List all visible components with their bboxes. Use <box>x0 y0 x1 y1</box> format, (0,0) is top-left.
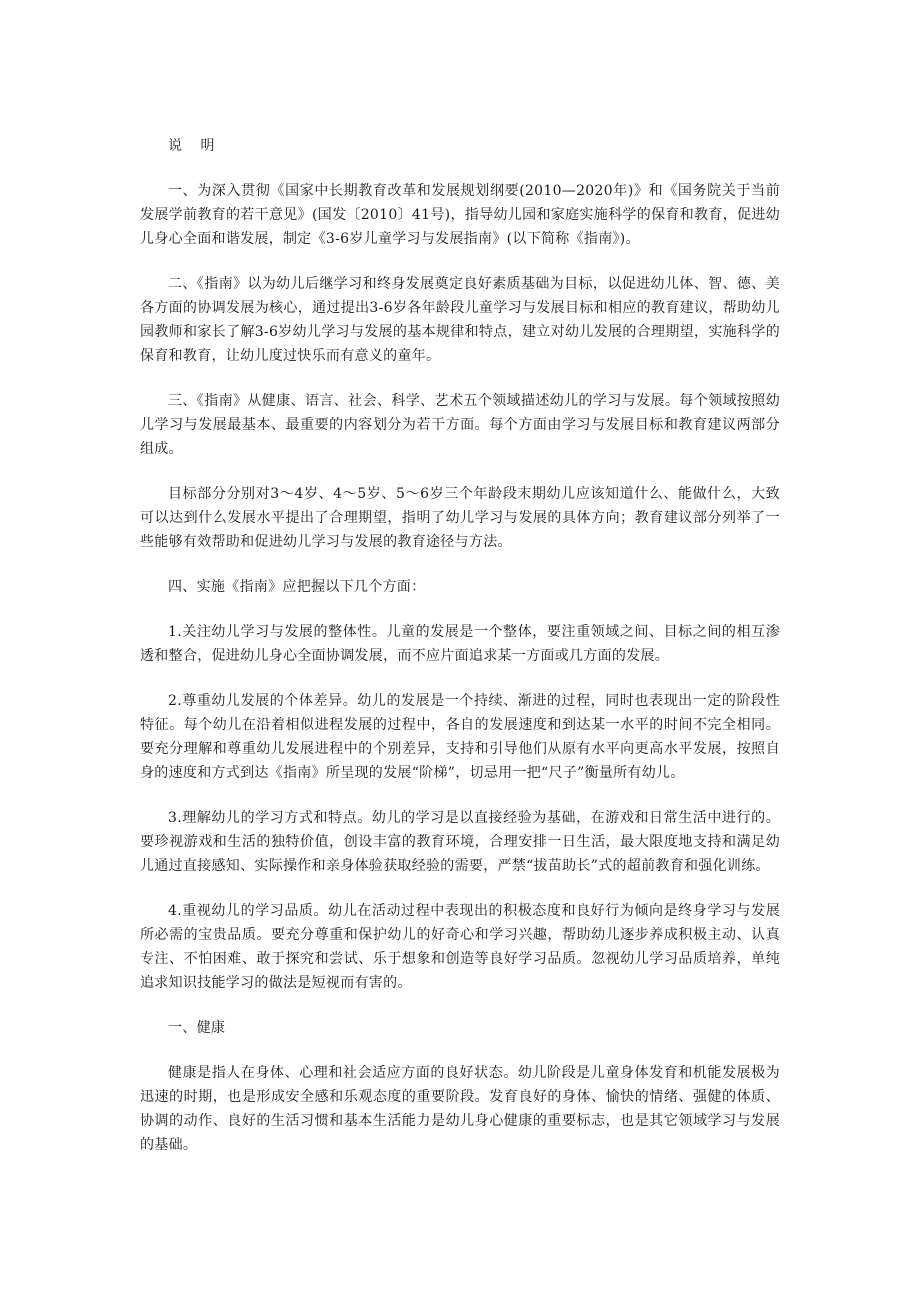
spacer <box>140 554 780 575</box>
paragraph-6: 1.关注幼儿学习与发展的整体性。儿童的发展是一个整体，要注重领域之间、目标之间的相互渗透和整合，促进幼儿身心全面协调发展，而不应片面追求某一方面或几方面的发展。 <box>140 624 780 664</box>
paragraph-5: 四、实施《指南》应把握以下几个方面： <box>168 579 426 595</box>
paragraph-4: 目标部分分别对3～4岁、4～5岁、5～6岁三个年龄段末期幼儿应该知道什么、能做什么，大致可以达到什么发展水平提出了合理期望，指明了幼儿学习与发展的具体方向；教育建议部分列举了一些能够有效帮助和促进幼儿学习与发展的教育途径与方法。 <box>140 486 780 550</box>
paragraph-8: 3.理解幼儿的学习方式和特点。幼儿的学习是以直接经验为基础，在游戏和日常生活中进行的。要珍视游戏和生活的独特价值，创设丰富的教育环境，合理安排一日生活，最大限度地支持和满足幼儿通过直接感知、实际操作和亲身体验获取经验的需要，严禁“拔苗助长”式的超前教育和强化训练。 <box>140 810 780 874</box>
spacer <box>140 368 780 389</box>
spacer <box>140 251 780 272</box>
spacer <box>140 668 780 689</box>
paragraph-7: 2.尊重幼儿发展的个体差异。幼儿的发展是一个持续、渐进的过程，同时也表现出一定的阶段性特征。每个幼儿在沿着相似进程发展的过程中，各自的发展速度和到达某一水平的时间不完全相同。要充分理解和尊重幼儿发展进程中的个别差异，支持和引导他们从原有水平向更高水平发展，按照自身的速度和方式到达《指南》所呈现的发展“阶梯”，切忌用一把“尺子”衡量所有幼儿。 <box>140 693 780 781</box>
paragraph-3: 三、《指南》从健康、语言、社会、科学、艺术五个领域描述幼儿的学习与发展。每个领域按照幼儿学习与发展最基本、最重要的内容划分为若干方面。每个方面由学习与发展目标和教育建议两部分组成。 <box>140 393 780 457</box>
spacer <box>140 878 780 899</box>
spacer <box>140 1040 780 1061</box>
paragraph-2: 二、《指南》以为幼儿后继学习和终身发展奠定良好素质基础为目标，以促进幼儿体、智、德、美各方面的协调发展为核心，通过提出3-6岁各年龄段儿童学习与发展目标和相应的教育建议，帮助幼儿园教师和家长了解3-6岁幼儿学习与发展的基本规律和特点，建立对幼儿发展的合理期望，实施科学的保育和教育，让幼儿度过快乐而有意义的童年。 <box>140 276 780 364</box>
spacer <box>140 158 780 179</box>
spacer <box>140 599 780 620</box>
document-title: 说 明 <box>168 138 222 154</box>
document-page <box>140 134 780 1157</box>
paragraph-1: 一、为深入贯彻《国家中长期教育改革和发展规划纲要(2010—2020年)》和《国务院关于当前发展学前教育的若干意见》(国发〔2010〕41号)，指导幼儿园和家庭实施科学的保育和教育，促进幼儿身心全面和谐发展，制定《3-6岁儿童学习与发展指南》(以下简称《指南》)。 <box>140 183 780 247</box>
spacer <box>140 995 780 1016</box>
section-paragraph: 健康是指人在身体、心理和社会适应方面的良好状态。幼儿阶段是儿童身体发育和机能发展极为迅速的时期，也是形成安全感和乐观态度的重要阶段。发育良好的身体、愉快的情绪、强健的体质、协调的动作、良好的生活习惯和基本生活能力是幼儿身心健康的重要标志，也是其它领域学习与发展的基础。 <box>140 1065 780 1153</box>
paragraph-9: 4.重视幼儿的学习品质。幼儿在活动过程中表现出的积极态度和良好行为倾向是终身学习与发展所必需的宝贵品质。要充分尊重和保护幼儿的好奇心和学习兴趣，帮助幼儿逐步养成积极主动、认真专注、不怕困难、敢于探究和尝试、乐于想象和创造等良好学习品质。忽视幼儿学习品质培养，单纯追求知识技能学习的做法是短视而有害的。 <box>140 903 780 991</box>
section-heading: 一、健康 <box>168 1020 226 1036</box>
spacer <box>140 785 780 806</box>
spacer <box>140 461 780 482</box>
